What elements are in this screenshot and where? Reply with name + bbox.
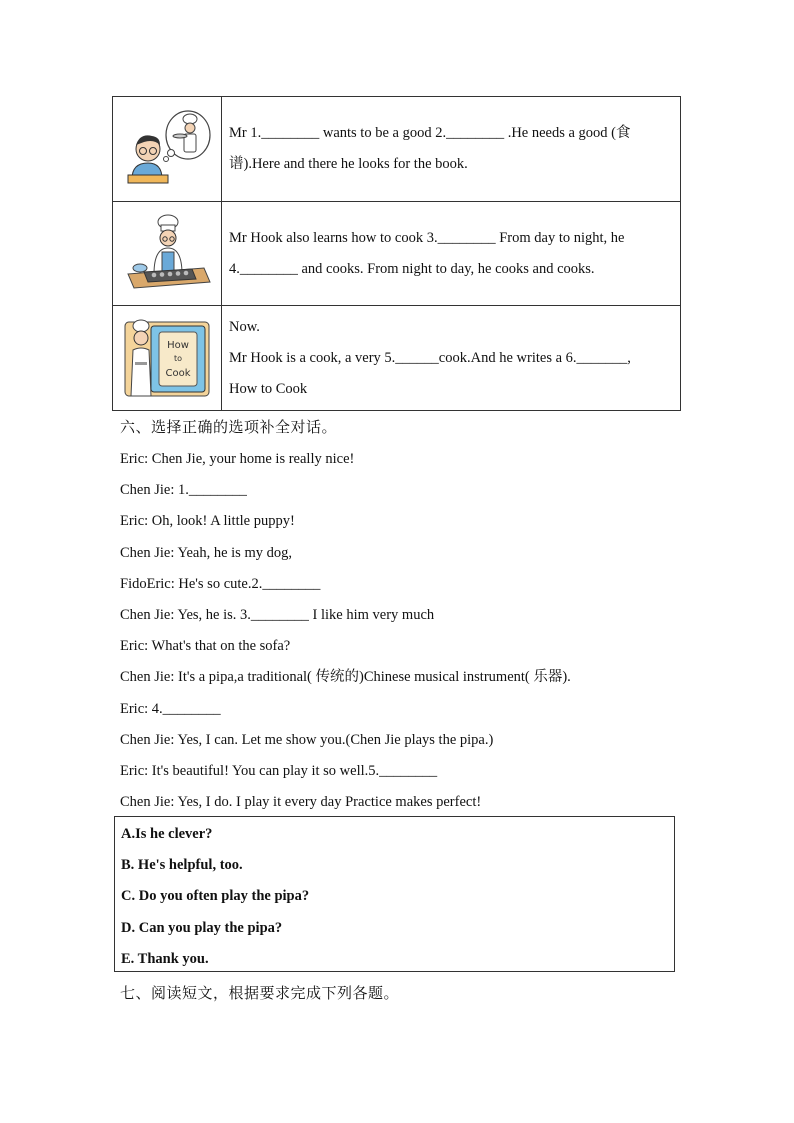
story-row-1 <box>113 97 681 202</box>
section-6-title: 六、选择正确的选项补全对话。 <box>120 418 338 436</box>
story-line: How to Cook <box>229 380 308 397</box>
dialog-line: Chen Jie: Yeah, he is my dog, <box>120 544 292 561</box>
story-text-3 <box>222 306 681 411</box>
story-table <box>112 96 681 411</box>
story-row-2 <box>113 202 681 306</box>
dialog-block <box>120 444 680 818</box>
picture-cell-1 <box>113 97 222 202</box>
story-line: Mr Hook is a cook, a very 5.______cook.And he writes a 6._______, <box>229 349 631 366</box>
dialog-line: Eric: Oh, look! A little puppy! <box>120 513 295 530</box>
story-text-1 <box>222 97 681 202</box>
dialog-line: Chen Jie: Yes, he is. 3.________ I like him very much <box>120 606 435 623</box>
option-d: D. Can you play the pipa? <box>121 919 283 936</box>
option-e: E. Thank you. <box>121 950 209 967</box>
dialog-line: Chen Jie: Yes, I can. Let me show you.(Chen Jie plays the pipa.) <box>120 731 494 748</box>
dialog-line: Chen Jie: 1.________ <box>120 482 247 499</box>
picture-cell-2 <box>113 202 222 306</box>
picture-cell-3 <box>113 306 222 411</box>
option-c: C. Do you often play the pipa? <box>121 888 310 905</box>
chef-with-book-illustration <box>121 316 213 400</box>
options-box <box>114 816 675 972</box>
dialog-line: Eric: Chen Jie, your home is really nice! <box>120 451 355 467</box>
book-title-word: How <box>167 340 189 351</box>
story-line: 4.________ and cooks. From night to day, he cooks and cooks. <box>229 260 595 277</box>
book-title-word: Cook <box>165 368 191 379</box>
dialog-line: FidoEric: He's so cute.2.________ <box>120 575 321 592</box>
story-row-3 <box>113 306 681 411</box>
chef-baking-illustration <box>122 212 212 296</box>
boy-thinking-chef-illustration <box>122 109 212 189</box>
story-line: Mr 1.________ wants to be a good 2.________ .He needs a good (食 <box>229 125 631 141</box>
story-line: Mr Hook also learns how to cook 3.________ From day to night, he <box>229 229 625 246</box>
story-text-2 <box>222 202 681 306</box>
story-line: 谱).Here and there he looks for the book. <box>229 156 468 172</box>
dialog-line: Eric: It's beautiful! You can play it so well.5.________ <box>120 762 438 779</box>
dialog-line: Chen Jie: It's a pipa,a traditional( 传统的)Chinese musical instrument( 乐器). <box>120 669 571 686</box>
option-a: A.Is he clever? <box>121 826 213 842</box>
dialog-line: Eric: What's that on the sofa? <box>120 638 291 655</box>
section-7-title: 七、阅读短文，根据要求完成下列各题。 <box>120 984 400 1002</box>
option-b: B. He's helpful, too. <box>121 857 243 874</box>
dialog-line: Chen Jie: Yes, I do. I play it every day Practice makes perfect! <box>120 794 482 811</box>
book-title-word: to <box>173 354 183 363</box>
dialog-line: Eric: 4.________ <box>120 700 221 717</box>
story-line: Now. <box>229 318 260 335</box>
